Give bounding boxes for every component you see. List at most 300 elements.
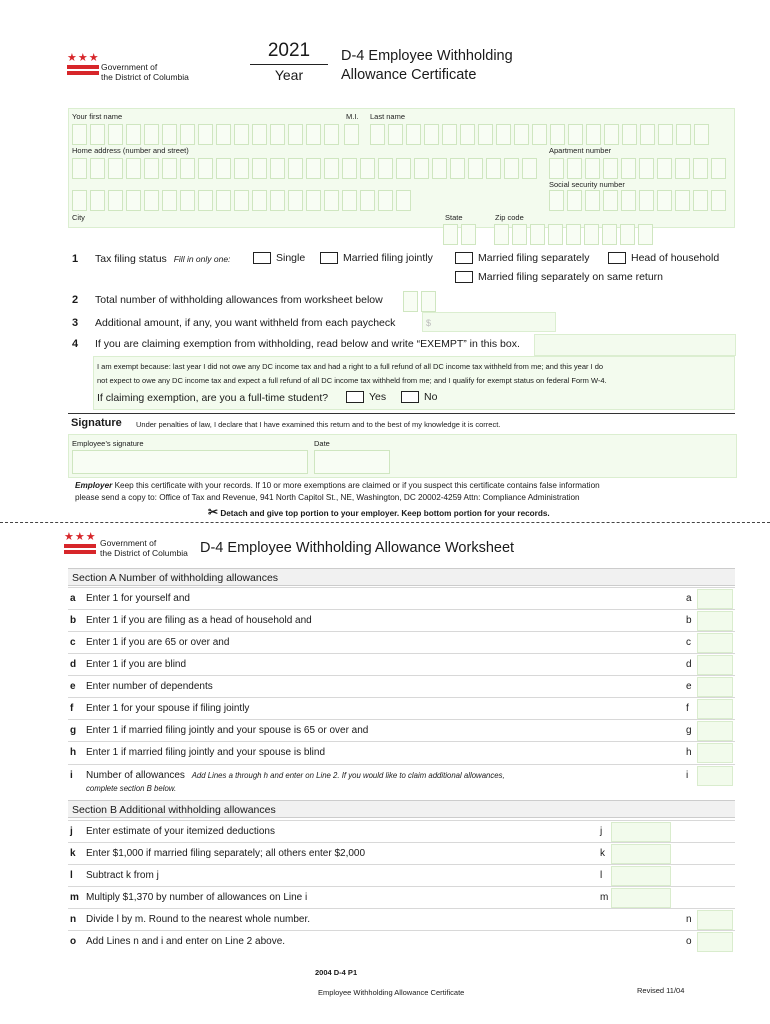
gov-line2: the District of Columbia bbox=[101, 72, 189, 82]
worksheet-row-e bbox=[70, 677, 735, 697]
input-cell[interactable] bbox=[396, 190, 411, 211]
row-label bbox=[70, 848, 365, 859]
checkbox[interactable] bbox=[253, 252, 271, 264]
row-divider bbox=[68, 930, 735, 931]
option-single[interactable] bbox=[253, 252, 305, 264]
row-divider bbox=[68, 820, 735, 821]
input-cell[interactable] bbox=[657, 158, 672, 179]
input-cell[interactable] bbox=[693, 190, 708, 211]
footer-code: 2004 D-4 P1 bbox=[315, 968, 358, 977]
input-cell[interactable] bbox=[532, 124, 547, 145]
input-cell[interactable] bbox=[72, 190, 87, 211]
row-letter: h bbox=[70, 747, 77, 758]
row-letter: g bbox=[70, 725, 77, 736]
input-cell[interactable] bbox=[640, 124, 655, 145]
row-box-letter: k bbox=[600, 848, 605, 859]
input-cell[interactable] bbox=[550, 124, 565, 145]
worksheet-row-h bbox=[70, 743, 735, 763]
row-i-hint2: complete section B below. bbox=[86, 784, 177, 793]
row-label bbox=[70, 681, 213, 692]
row-divider bbox=[68, 719, 735, 720]
input-cell[interactable] bbox=[108, 124, 123, 145]
line1-label-text: Tax filing status bbox=[95, 253, 167, 265]
input-cell[interactable] bbox=[388, 124, 403, 145]
input-cell[interactable] bbox=[126, 158, 141, 179]
row-label bbox=[70, 593, 190, 604]
input-cell[interactable] bbox=[216, 190, 231, 211]
row-label bbox=[70, 703, 249, 714]
option-label: Married filing jointly bbox=[343, 252, 433, 264]
input-cell[interactable] bbox=[711, 190, 726, 211]
input-cell[interactable] bbox=[126, 190, 141, 211]
option-label: Single bbox=[276, 252, 306, 264]
input-cell[interactable] bbox=[144, 124, 159, 145]
row-letter: c bbox=[70, 637, 76, 648]
checkbox[interactable] bbox=[608, 252, 626, 264]
line2-text: Total number of withholding allowances from worksheet below bbox=[95, 294, 383, 306]
row-label bbox=[70, 637, 229, 648]
input-cell[interactable] bbox=[378, 190, 393, 211]
input-cell[interactable] bbox=[234, 124, 249, 145]
input-cell[interactable] bbox=[657, 190, 672, 211]
input-cell[interactable] bbox=[568, 124, 583, 145]
employer-lead: Employer bbox=[75, 481, 113, 490]
row-letter: n bbox=[70, 914, 77, 925]
city-input[interactable] bbox=[72, 190, 411, 211]
tear-line bbox=[0, 522, 770, 523]
row-text: Divide l by m. Round to the nearest whole number. bbox=[86, 914, 311, 925]
worksheet-row-j bbox=[70, 822, 735, 842]
input-cell[interactable] bbox=[144, 190, 159, 211]
input-cell[interactable] bbox=[478, 124, 493, 145]
input-cell[interactable] bbox=[512, 224, 527, 245]
employee-signature-label: Employee’s signature bbox=[72, 439, 144, 448]
section-b-header: Section B Additional withholding allowances bbox=[68, 800, 735, 818]
input-cell[interactable] bbox=[514, 124, 529, 145]
checkbox[interactable] bbox=[320, 252, 338, 264]
row-box-letter: m bbox=[600, 892, 609, 903]
row-text: Subtract k from j bbox=[86, 870, 159, 881]
input-cell[interactable] bbox=[90, 190, 105, 211]
row-o-input[interactable] bbox=[697, 932, 733, 952]
worksheet-row-a bbox=[70, 589, 735, 609]
input-cell[interactable] bbox=[288, 124, 303, 145]
mi-label: M.I. bbox=[346, 112, 359, 121]
input-cell[interactable] bbox=[252, 158, 267, 179]
row-divider bbox=[68, 764, 735, 765]
input-cell[interactable] bbox=[424, 124, 439, 145]
row-text: Enter estimate of your itemized deductions bbox=[86, 826, 275, 837]
row-letter: k bbox=[70, 848, 76, 859]
input-cell[interactable] bbox=[90, 124, 105, 145]
row-label bbox=[70, 615, 312, 626]
input-cell[interactable] bbox=[216, 124, 231, 145]
input-cell[interactable] bbox=[344, 124, 359, 145]
row-letter: j bbox=[70, 826, 73, 837]
input-cell[interactable] bbox=[406, 124, 421, 145]
checkbox[interactable] bbox=[455, 271, 473, 283]
checkbox[interactable] bbox=[401, 391, 419, 403]
input-cell[interactable] bbox=[548, 224, 563, 245]
section-a-header: Section A Number of withholding allowances bbox=[68, 568, 735, 586]
line3-number: 3 bbox=[72, 317, 79, 329]
input-cell[interactable] bbox=[162, 124, 177, 145]
signature-divider bbox=[68, 413, 735, 414]
scissors-icon: ✂ bbox=[208, 505, 219, 519]
line2-number: 2 bbox=[72, 294, 79, 306]
line1-hint: Fill in only one: bbox=[173, 254, 231, 264]
row-j-input[interactable] bbox=[611, 822, 671, 842]
input-cell[interactable] bbox=[639, 158, 654, 179]
input-cell[interactable] bbox=[639, 190, 654, 211]
checkbox[interactable] bbox=[346, 391, 364, 403]
employee-signature-input[interactable] bbox=[72, 450, 308, 474]
input-cell[interactable] bbox=[432, 158, 447, 179]
row-letter: a bbox=[70, 593, 76, 604]
worksheet-row-m bbox=[70, 888, 735, 908]
row-text: Enter $1,000 if married filing separately; all others enter $2,000 bbox=[86, 848, 366, 859]
option-married-separately[interactable] bbox=[455, 252, 589, 264]
input-cell[interactable] bbox=[675, 190, 690, 211]
row-divider bbox=[68, 908, 735, 909]
ws-gov-line2: the District of Columbia bbox=[100, 548, 188, 558]
row-box-letter: b bbox=[686, 615, 692, 626]
input-cell[interactable] bbox=[144, 158, 159, 179]
input-cell[interactable] bbox=[378, 158, 393, 179]
line1-label bbox=[95, 253, 230, 265]
input-cell[interactable] bbox=[658, 124, 673, 145]
input-cell[interactable] bbox=[622, 124, 637, 145]
title-line1: D-4 Employee Withholding bbox=[341, 48, 513, 64]
input-cell[interactable] bbox=[198, 190, 213, 211]
row-box-letter: j bbox=[600, 826, 603, 837]
input-cell[interactable] bbox=[360, 158, 375, 179]
row-letter: l bbox=[70, 870, 73, 881]
home-address-label: Home address (number and street) bbox=[72, 146, 189, 155]
row-box-letter: l bbox=[600, 870, 603, 881]
input-cell[interactable] bbox=[324, 158, 339, 179]
row-text: Enter 1 if married filing jointly and your spouse is blind bbox=[86, 747, 326, 758]
input-cell[interactable] bbox=[342, 190, 357, 211]
row-text: Add Lines n and i and enter on Line 2 above. bbox=[86, 936, 286, 947]
input-cell[interactable] bbox=[198, 158, 213, 179]
row-i-hint: Add Lines a through h and enter on Line 2. If you would like to claim additional allowances, bbox=[191, 771, 505, 780]
row-box-letter: e bbox=[686, 681, 692, 692]
line3-input[interactable] bbox=[422, 312, 556, 332]
detach-text: Detach and give top portion to your employer. Keep bottom portion for your records. bbox=[220, 509, 550, 518]
input-cell[interactable] bbox=[306, 158, 321, 179]
state-input[interactable] bbox=[443, 224, 476, 245]
row-letter: e bbox=[70, 681, 76, 692]
row-k-input[interactable] bbox=[611, 844, 671, 864]
line4-text: If you are claiming exemption from withholding, read below and write “EXEMPT” in this box. bbox=[95, 338, 520, 350]
input-cell[interactable] bbox=[108, 158, 123, 179]
input-cell[interactable] bbox=[675, 158, 690, 179]
input-cell[interactable] bbox=[443, 224, 458, 245]
worksheet-row-i bbox=[70, 766, 735, 793]
row-divider bbox=[68, 653, 735, 654]
row-divider bbox=[68, 741, 735, 742]
input-cell[interactable] bbox=[234, 190, 249, 211]
year-block bbox=[250, 40, 328, 83]
row-letter: f bbox=[70, 703, 74, 714]
row-l-input[interactable] bbox=[611, 866, 671, 886]
input-cell[interactable] bbox=[72, 158, 87, 179]
row-g-input[interactable] bbox=[697, 721, 733, 741]
checkbox[interactable] bbox=[455, 252, 473, 264]
year-label: Year bbox=[274, 67, 304, 83]
input-cell[interactable] bbox=[108, 190, 123, 211]
input-cell[interactable] bbox=[270, 190, 285, 211]
row-i-label bbox=[70, 770, 505, 781]
line2-input[interactable] bbox=[403, 291, 436, 312]
row-box-letter: a bbox=[686, 593, 692, 604]
input-cell[interactable] bbox=[584, 224, 599, 245]
input-cell[interactable] bbox=[549, 190, 564, 211]
ssn-input[interactable] bbox=[549, 190, 726, 211]
option-head-of-household[interactable] bbox=[608, 252, 719, 264]
signature-declaration: Under penalties of law, I declare that I have examined this return and to the best of my knowledge it is correct. bbox=[136, 420, 501, 429]
row-divider bbox=[68, 587, 735, 588]
input-cell[interactable] bbox=[530, 224, 545, 245]
row-i-input[interactable] bbox=[697, 766, 733, 786]
input-cell[interactable] bbox=[306, 190, 321, 211]
input-cell[interactable] bbox=[324, 124, 339, 145]
row-a-input[interactable] bbox=[697, 589, 733, 609]
worksheet-government-label bbox=[100, 538, 188, 558]
input-cell[interactable] bbox=[72, 124, 87, 145]
input-cell[interactable] bbox=[252, 124, 267, 145]
worksheet-row-l bbox=[70, 866, 735, 886]
row-i-text: Number of allowances bbox=[86, 770, 185, 781]
worksheet-row-c bbox=[70, 633, 735, 653]
input-cell[interactable] bbox=[585, 158, 600, 179]
state-label: State bbox=[445, 213, 463, 222]
first-name-input[interactable] bbox=[72, 124, 339, 145]
input-cell[interactable] bbox=[504, 158, 519, 179]
last-name-label: Last name bbox=[370, 112, 406, 121]
mi-input[interactable] bbox=[344, 124, 359, 145]
input-cell[interactable] bbox=[676, 124, 691, 145]
row-divider bbox=[68, 675, 735, 676]
row-i-letter: i bbox=[70, 770, 73, 781]
row-text: Enter 1 if married filing jointly and your spouse is 65 or over and bbox=[86, 725, 369, 736]
row-text: Enter 1 for your spouse if filing jointly bbox=[86, 703, 250, 714]
city-label: City bbox=[72, 213, 85, 222]
input-cell[interactable] bbox=[621, 158, 636, 179]
student-yes[interactable] bbox=[346, 391, 386, 403]
row-label bbox=[70, 659, 186, 670]
dc-flag-icon: ★★★ bbox=[67, 54, 99, 75]
yes-label: Yes bbox=[369, 391, 387, 403]
row-label bbox=[70, 870, 159, 881]
row-text: Enter 1 if you are blind bbox=[86, 659, 187, 670]
row-label bbox=[70, 747, 325, 758]
input-cell[interactable] bbox=[486, 158, 501, 179]
input-cell[interactable] bbox=[585, 190, 600, 211]
worksheet-row-o bbox=[70, 932, 735, 952]
input-cell[interactable] bbox=[403, 291, 418, 312]
input-cell[interactable] bbox=[694, 124, 709, 145]
worksheet-row-n bbox=[70, 910, 735, 930]
row-letter: d bbox=[70, 659, 77, 670]
input-cell[interactable] bbox=[324, 190, 339, 211]
footer-revised: Revised 11/04 bbox=[637, 986, 685, 995]
option-married-jointly[interactable] bbox=[320, 252, 433, 264]
employer-text1: Keep this certificate with your records. If 10 or more exemptions are claimed or if you suspect this certificate contains false information bbox=[112, 481, 600, 490]
row-n-input[interactable] bbox=[697, 910, 733, 930]
row-m-input[interactable] bbox=[611, 888, 671, 908]
option-married-same-return[interactable] bbox=[455, 271, 663, 283]
gov-line1: Government of bbox=[101, 62, 158, 72]
input-cell[interactable] bbox=[567, 158, 582, 179]
input-cell[interactable] bbox=[162, 158, 177, 179]
input-cell[interactable] bbox=[621, 190, 636, 211]
last-name-input[interactable] bbox=[370, 124, 709, 145]
row-box-letter: d bbox=[686, 659, 692, 670]
input-cell[interactable] bbox=[693, 158, 708, 179]
input-cell[interactable] bbox=[566, 224, 581, 245]
input-cell[interactable] bbox=[370, 124, 385, 145]
input-cell[interactable] bbox=[421, 291, 436, 312]
input-cell[interactable] bbox=[494, 224, 509, 245]
date-input[interactable] bbox=[314, 450, 390, 474]
input-cell[interactable] bbox=[162, 190, 177, 211]
input-cell[interactable] bbox=[450, 158, 465, 179]
input-cell[interactable] bbox=[180, 124, 195, 145]
input-cell[interactable] bbox=[252, 190, 267, 211]
row-text: Enter 1 for yourself and bbox=[86, 593, 190, 604]
input-cell[interactable] bbox=[603, 158, 618, 179]
input-cell[interactable] bbox=[602, 224, 617, 245]
row-box-letter: c bbox=[686, 637, 691, 648]
row-d-input[interactable] bbox=[697, 655, 733, 675]
line3-text: Additional amount, if any, you want withheld from each paycheck bbox=[95, 317, 396, 329]
input-cell[interactable] bbox=[603, 190, 618, 211]
row-box-letter: o bbox=[686, 936, 692, 947]
row-divider bbox=[68, 842, 735, 843]
apartment-input[interactable] bbox=[549, 158, 726, 179]
row-box-letter: h bbox=[686, 747, 692, 758]
detach-note bbox=[208, 505, 550, 519]
dollar-sign: $ bbox=[426, 318, 432, 328]
employer-note bbox=[75, 481, 600, 490]
input-cell[interactable] bbox=[90, 158, 105, 179]
student-question: If claiming exemption, are you a full-time student? bbox=[97, 392, 329, 404]
ssn-label: Social security number bbox=[549, 180, 625, 189]
row-box-letter: g bbox=[686, 725, 692, 736]
line1-number: 1 bbox=[72, 253, 79, 265]
option-label: Married filing separately bbox=[478, 252, 590, 264]
zip-input[interactable] bbox=[494, 224, 653, 245]
year-value: 2021 bbox=[267, 40, 311, 61]
row-h-input[interactable] bbox=[697, 743, 733, 763]
zip-label: Zip code bbox=[495, 213, 524, 222]
worksheet-title: D-4 Employee Withholding Allowance Worksheet bbox=[200, 540, 515, 556]
input-cell[interactable] bbox=[270, 124, 285, 145]
no-label: No bbox=[424, 391, 438, 403]
employer-text2: please send a copy to: Office of Tax and Revenue, 941 North Capitol St., NE, Washington, DC 20002-4259 Attn: Compliance Administration bbox=[75, 493, 580, 502]
row-divider bbox=[68, 886, 735, 887]
row-letter: b bbox=[70, 615, 77, 626]
worksheet-row-k bbox=[70, 844, 735, 864]
worksheet-row-d bbox=[70, 655, 735, 675]
row-divider bbox=[68, 609, 735, 610]
row-divider bbox=[68, 864, 735, 865]
student-no[interactable] bbox=[401, 391, 437, 403]
row-letter: o bbox=[70, 936, 77, 947]
input-cell[interactable] bbox=[461, 224, 476, 245]
home-address-input[interactable] bbox=[72, 158, 537, 179]
row-c-input[interactable] bbox=[697, 633, 733, 653]
row-text: Enter number of dependents bbox=[86, 681, 213, 692]
row-e-input[interactable] bbox=[697, 677, 733, 697]
input-cell[interactable] bbox=[198, 124, 213, 145]
row-box-letter: f bbox=[686, 703, 689, 714]
input-cell[interactable] bbox=[270, 158, 285, 179]
input-cell[interactable] bbox=[180, 158, 195, 179]
input-cell[interactable] bbox=[126, 124, 141, 145]
government-label bbox=[101, 62, 189, 82]
input-cell[interactable] bbox=[306, 124, 321, 145]
input-cell[interactable] bbox=[288, 190, 303, 211]
input-cell[interactable] bbox=[180, 190, 195, 211]
input-cell[interactable] bbox=[396, 158, 411, 179]
row-text: Multiply $1,370 by number of allowances on Line i bbox=[86, 892, 308, 903]
input-cell[interactable] bbox=[288, 158, 303, 179]
input-cell[interactable] bbox=[496, 124, 511, 145]
input-cell[interactable] bbox=[234, 158, 249, 179]
input-cell[interactable] bbox=[638, 224, 653, 245]
exempt-text2: not expect to owe any DC income tax and expect a full refund of all DC income tax withheld from me; and I qualify for exempt status on federal Form W-4. bbox=[97, 376, 607, 385]
input-cell[interactable] bbox=[342, 158, 357, 179]
worksheet-row-g bbox=[70, 721, 735, 741]
footer-name: Employee Withholding Allowance Certificate bbox=[318, 988, 465, 997]
row-divider bbox=[68, 697, 735, 698]
input-cell[interactable] bbox=[216, 158, 231, 179]
worksheet-row-b bbox=[70, 611, 735, 631]
input-cell[interactable] bbox=[567, 190, 582, 211]
form-title bbox=[341, 47, 513, 85]
input-cell[interactable] bbox=[586, 124, 601, 145]
input-cell[interactable] bbox=[620, 224, 635, 245]
input-cell[interactable] bbox=[460, 124, 475, 145]
row-letter: m bbox=[70, 892, 79, 903]
row-label bbox=[70, 892, 307, 903]
input-cell[interactable] bbox=[414, 158, 429, 179]
row-b-input[interactable] bbox=[697, 611, 733, 631]
row-i-box-letter: i bbox=[686, 770, 689, 781]
dc-flag-icon: ★★★ bbox=[64, 533, 96, 554]
row-divider bbox=[68, 631, 735, 632]
row-f-input[interactable] bbox=[697, 699, 733, 719]
input-cell[interactable] bbox=[711, 158, 726, 179]
input-cell[interactable] bbox=[604, 124, 619, 145]
input-cell[interactable] bbox=[468, 158, 483, 179]
row-text: Enter 1 if you are 65 or over and bbox=[86, 637, 230, 648]
input-cell[interactable] bbox=[522, 158, 537, 179]
input-cell[interactable] bbox=[549, 158, 564, 179]
exempt-text1: I am exempt because: last year I did not owe any DC income tax and had a right to a full refund of all DC income tax withheld from me; and this year I do bbox=[97, 362, 604, 371]
input-cell[interactable] bbox=[442, 124, 457, 145]
ws-gov-line1: Government of bbox=[100, 538, 157, 548]
exempt-input[interactable] bbox=[534, 334, 736, 356]
first-name-label: Your first name bbox=[72, 112, 123, 121]
line4-number: 4 bbox=[72, 338, 79, 350]
input-cell[interactable] bbox=[360, 190, 375, 211]
row-text: Enter 1 if you are filing as a head of household and bbox=[86, 615, 312, 626]
option-label: Head of household bbox=[631, 252, 720, 264]
